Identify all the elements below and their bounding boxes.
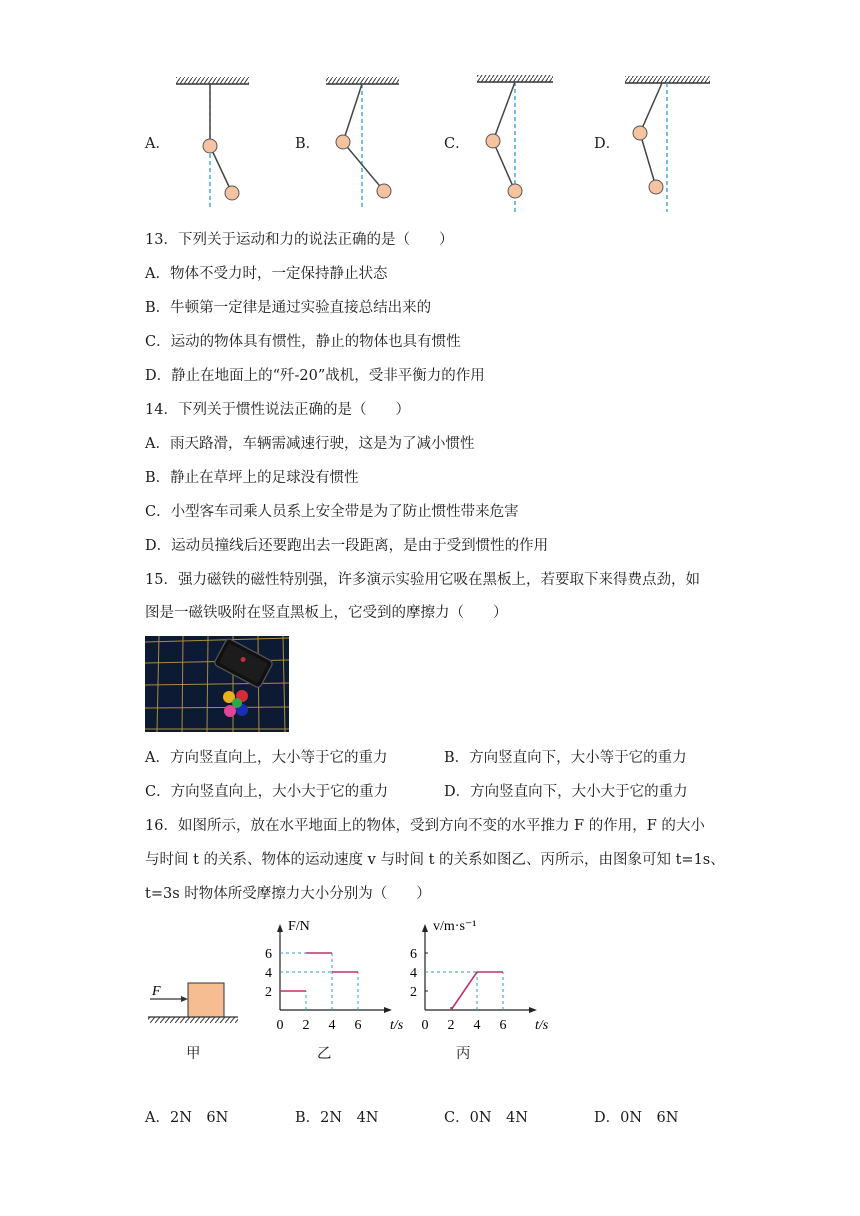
pendulum-option-c-label: C． — [444, 136, 470, 152]
figure-label-jia: 甲 — [186, 1046, 201, 1062]
force-label: F — [152, 984, 161, 999]
yi-x-tick-label-4: 4 — [328, 1018, 336, 1033]
q16-stem-line3: t=3s 时物体所受摩擦力大小分别为（ ） — [145, 886, 431, 902]
bing-xlabel: t/s — [535, 1018, 549, 1033]
figure-label-bing: 丙 — [456, 1046, 471, 1062]
q14-option-c: C．小型客车司乘人员系上安全带是为了防止惯性带来危害 — [145, 504, 519, 520]
q15-stem-line2: 图是一磁铁吸附在竖直黑板上，它受到的摩擦力（ ） — [145, 605, 508, 621]
q14-option-d: D．运动员撞线后还要跑出去一段距离，是由于受到惯性的作用 — [145, 538, 549, 554]
yi-xlabel: t/s — [390, 1018, 404, 1033]
graph-bing — [400, 915, 549, 1035]
bing-y-tick-label-4: 4 — [410, 966, 417, 981]
pendulum-option-d-label: D． — [594, 136, 621, 152]
bing-ylabel: v/m·s⁻¹ — [433, 919, 477, 934]
bing-y-tick-label-2: 2 — [410, 985, 417, 1000]
pendulum-figure-c — [477, 75, 553, 212]
q13-stem: 13．下列关于运动和力的说法正确的是（ ） — [145, 232, 454, 248]
q14-stem: 14．下列关于惯性说法正确的是（ ） — [145, 402, 410, 418]
q14-option-a: A．雨天路滑，车辆需减速行驶，这是为了减小惯性 — [145, 436, 475, 452]
yi-x-arrow — [384, 1007, 392, 1013]
yi-y-tick-label-2: 2 — [265, 985, 272, 1000]
q15-option-a: A．方向竖直向上，大小等于它的重力 — [145, 750, 388, 766]
bing-x-arrow — [529, 1007, 537, 1013]
q16-option-c: C．0N 4N — [444, 1110, 528, 1126]
pendulum-figures — [0, 0, 860, 220]
q16-option-b: B．2N 4N — [295, 1110, 379, 1126]
q13-option-a: A．物体不受力时，一定保持静止状态 — [145, 266, 388, 282]
graph-yi — [255, 915, 404, 1035]
yi-x-tick-label-0: 0 — [276, 1018, 284, 1033]
q13-option-b: B．牛顿第一定律是通过实验直接总结出来的 — [145, 300, 432, 316]
q16-option-d: D．0N 6N — [594, 1110, 679, 1126]
q16-stem-line2: 与时间 t 的关系、物体的运动速度 v 与时间 t 的关系如图乙、丙所示，由图象可知 t=1s、 — [145, 852, 725, 868]
pendulum-option-b-label: B． — [295, 136, 321, 152]
bing-x-tick-label-0: 0 — [421, 1018, 429, 1033]
q13-option-d: D．静止在地面上的“歼-20”战机，受非平衡力的作用 — [145, 368, 485, 384]
yi-x-tick-label-2: 2 — [302, 1018, 310, 1033]
pendulum-figure-b — [326, 77, 399, 210]
q15-option-d: D．方向竖直向下，大小大于它的重力 — [444, 784, 688, 800]
yi-y-arrow — [277, 924, 283, 932]
pendulum-figure-d — [625, 76, 710, 212]
q15-option-c: C．方向竖直向上，大小大于它的重力 — [145, 784, 389, 800]
bing-y-arrow — [422, 924, 428, 932]
yi-y-tick-label-6: 6 — [265, 947, 272, 962]
q14-option-b: B．静止在草坪上的足球没有惯性 — [145, 470, 359, 486]
bing-x-tick-label-6: 6 — [499, 1018, 507, 1033]
magnet-blackboard-photo — [145, 636, 289, 732]
q15-stem-line1: 15．强力磁铁的磁性特别强，许多演示实验用它吸在黑板上，若要取下来得费点劲，如 — [145, 572, 700, 588]
bing-y-tick-label-6: 6 — [410, 947, 417, 962]
bing-x-tick-label-4: 4 — [473, 1018, 481, 1033]
yi-ylabel: F/N — [288, 919, 310, 934]
q16-figure-jia — [140, 975, 250, 1030]
yi-y-tick-label-4: 4 — [265, 966, 272, 981]
q13-option-c: C．运动的物体具有惯性，静止的物体也具有惯性 — [145, 334, 461, 350]
figure-label-yi: 乙 — [317, 1046, 332, 1062]
q16-stem-line1: 16．如图所示，放在水平地面上的物体，受到方向不变的水平推力 F 的作用，F 的大小 — [145, 818, 705, 834]
yi-x-tick-label-6: 6 — [354, 1018, 362, 1033]
pendulum-figure-a — [176, 77, 249, 210]
q16-option-a: A．2N 6N — [145, 1110, 229, 1126]
pendulum-option-a-label: A． — [145, 136, 170, 152]
q15-option-b: B．方向竖直向下，大小等于它的重力 — [444, 750, 687, 766]
bing-x-tick-label-2: 2 — [447, 1018, 455, 1033]
